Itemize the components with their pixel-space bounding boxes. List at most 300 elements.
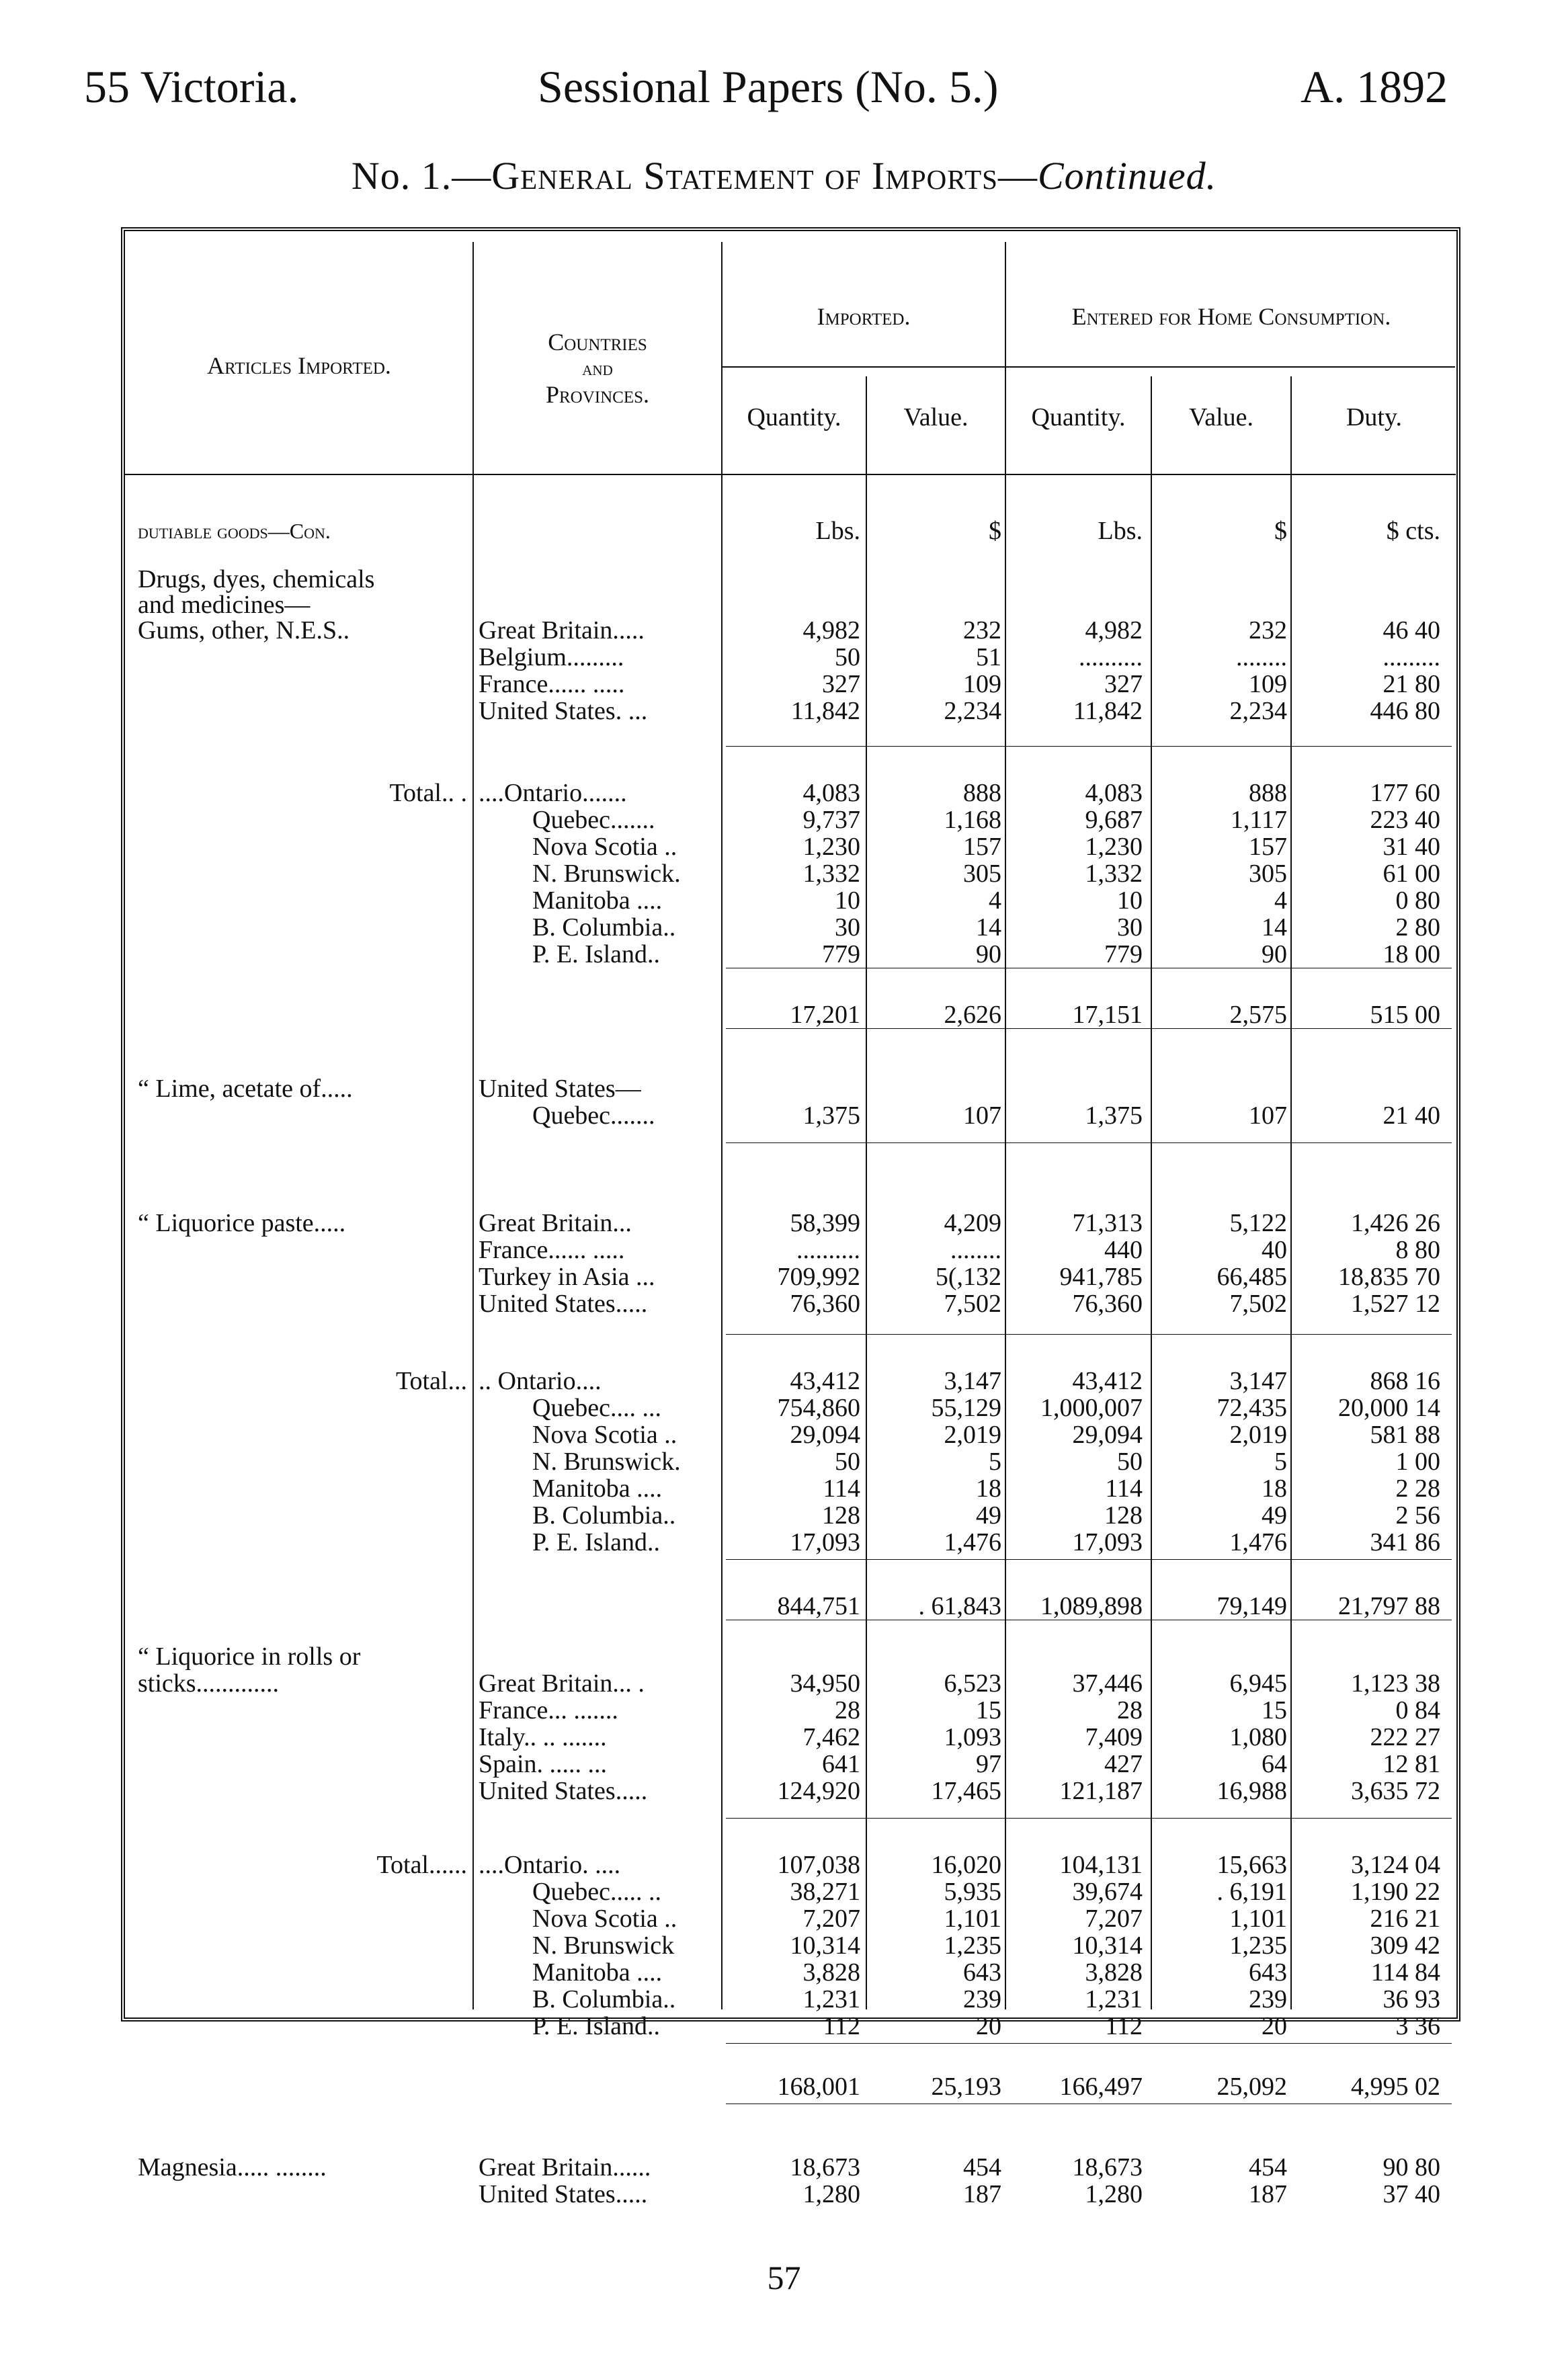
cell-du: 341 86 — [1370, 1529, 1440, 1556]
cell-du: 4,995 02 — [1351, 2073, 1440, 2100]
cell-v1: 107 — [963, 1102, 1001, 1129]
cell-du: $ cts. — [1386, 517, 1440, 544]
cell-v1: 305 — [963, 860, 1001, 887]
cell-v1: 20 — [976, 2013, 1001, 2040]
cell-v1: 1,168 — [944, 806, 1001, 833]
cell-q2: 28 — [1117, 1697, 1143, 1724]
cell-q1: 76,360 — [790, 1290, 860, 1317]
cell-du: 2 80 — [1395, 914, 1440, 941]
cell-q2: 10 — [1117, 887, 1143, 914]
cell-q1: 1,231 — [802, 1986, 860, 2013]
table-row — [0, 617, 1568, 644]
cell-v2: 66,485 — [1216, 1263, 1287, 1290]
cell-q2: 17,093 — [1072, 1529, 1143, 1556]
cell-v2: 454 — [1249, 2154, 1287, 2181]
cell-q2: 1,375 — [1085, 1102, 1143, 1129]
col-head-countries-2: and — [582, 358, 613, 380]
cell-ctry: Spain. ..... ... — [479, 1751, 608, 1778]
cell-q2: 1,231 — [1085, 1986, 1143, 2013]
cell-q2: 7,409 — [1085, 1724, 1143, 1751]
cell-ctry: United States. ... — [479, 698, 648, 724]
table-row — [0, 517, 1568, 544]
table-row — [0, 2154, 1568, 2181]
cell-q1: 128 — [822, 1502, 860, 1529]
table-row — [0, 1263, 1568, 1290]
cell-q2: 1,000,007 — [1040, 1394, 1143, 1421]
table-row — [0, 860, 1568, 887]
cell-art: sticks............. — [138, 1670, 280, 1697]
cell-v2: 49 — [1262, 1502, 1287, 1529]
cell-du: 90 80 — [1383, 2154, 1440, 2181]
cell-v2: 15,663 — [1216, 1851, 1287, 1878]
cell-q1: 1,230 — [802, 833, 860, 860]
table-row — [0, 1475, 1568, 1502]
cell-ctry: Manitoba .... — [532, 887, 663, 914]
cell-du: 0 84 — [1395, 1697, 1440, 1724]
table-row — [0, 887, 1568, 914]
cell-v2: 5,122 — [1229, 1210, 1287, 1237]
cell-q1: 779 — [822, 941, 860, 968]
cell-art: Total... — [395, 1368, 467, 1394]
cell-v1: 2,626 — [944, 1001, 1001, 1028]
cell-q2: 104,131 — [1059, 1851, 1143, 1878]
cell-q2: 11,842 — [1073, 698, 1143, 724]
cell-v1: 454 — [963, 2154, 1001, 2181]
cell-v1: 157 — [963, 833, 1001, 860]
cell-q1: 112 — [823, 2013, 860, 2040]
cell-ctry: France...... ..... — [479, 1237, 625, 1263]
row-rule — [726, 1334, 1452, 1335]
cell-du: ......... — [1383, 644, 1440, 671]
cell-q2: Lbs. — [1098, 517, 1143, 544]
cell-q2: 10,314 — [1072, 1932, 1143, 1959]
table-row — [0, 671, 1568, 698]
header-left: 55 Victoria. — [84, 61, 299, 112]
cell-q1: 4,083 — [802, 780, 860, 806]
cell-v1: 15 — [976, 1697, 1001, 1724]
cell-ctry: P. E. Island.. — [532, 1529, 660, 1556]
cell-v2: 5 — [1274, 1448, 1287, 1475]
cell-v1: 16,020 — [931, 1851, 1001, 1878]
cell-art: Drugs, dyes, chemicals — [138, 566, 375, 593]
cell-v2: 1,117 — [1230, 806, 1287, 833]
row-rule — [726, 1559, 1452, 1560]
cell-q2: 18,673 — [1072, 2154, 1143, 2181]
col-head-quantity-imported: Quantity. — [747, 403, 841, 431]
cell-ctry: .. Ontario.... — [479, 1368, 602, 1394]
cell-ctry: Nova Scotia .. — [532, 1905, 677, 1932]
col-head-imported: Imported. — [817, 303, 911, 330]
cell-ctry: Great Britain...... — [479, 2154, 651, 2181]
cell-du: 1,190 22 — [1351, 1878, 1440, 1905]
cell-art: Magnesia..... ........ — [138, 2154, 327, 2181]
cell-q1: 29,094 — [790, 1421, 860, 1448]
cell-v2: . 6,191 — [1216, 1878, 1287, 1905]
cell-du: 36 93 — [1383, 1986, 1440, 2013]
cell-ctry: B. Columbia.. — [532, 1502, 676, 1529]
table-row — [0, 806, 1568, 833]
cell-du: 21 80 — [1383, 671, 1440, 698]
cell-v2: 643 — [1249, 1959, 1287, 1986]
cell-q1: 3,828 — [802, 1959, 860, 1986]
cell-v1: ........ — [950, 1237, 1001, 1263]
cell-du: 222 27 — [1370, 1724, 1440, 1751]
cell-du: 114 84 — [1370, 1959, 1440, 1986]
cell-v2: 15 — [1262, 1697, 1287, 1724]
cell-q1: 7,207 — [802, 1905, 860, 1932]
cell-q2: 3,828 — [1085, 1959, 1143, 1986]
row-rule — [726, 746, 1452, 747]
col-head-value-entered: Value. — [1188, 403, 1254, 431]
cell-du: 21 40 — [1383, 1102, 1440, 1129]
cell-q2: 37,446 — [1072, 1670, 1143, 1697]
cell-v1: 7,502 — [944, 1290, 1001, 1317]
cell-q1: 17,201 — [790, 1001, 860, 1028]
cell-v1: 55,129 — [931, 1394, 1001, 1421]
cell-art: “ Lime, acetate of..... — [138, 1075, 353, 1102]
cell-v2: 2,575 — [1229, 1001, 1287, 1028]
table-row — [0, 914, 1568, 941]
cell-v2: 4 — [1274, 887, 1287, 914]
row-rule — [726, 1028, 1452, 1029]
cell-du: 581 88 — [1370, 1421, 1440, 1448]
cell-q1: 168,001 — [777, 2073, 860, 2100]
col-head-articles: Articles Imported. — [207, 352, 391, 379]
row-rule — [726, 1142, 1452, 1143]
cell-q2: 4,083 — [1085, 780, 1143, 806]
cell-v1: 1,101 — [944, 1905, 1001, 1932]
cell-du: 309 42 — [1370, 1932, 1440, 1959]
cell-v1: 4 — [989, 887, 1001, 914]
cell-du: 2 56 — [1395, 1502, 1440, 1529]
table-row — [0, 566, 1568, 593]
cell-q2: 327 — [1104, 671, 1143, 698]
cell-du: 1,123 38 — [1351, 1670, 1440, 1697]
cell-art: Total.. . — [389, 780, 467, 806]
table-row — [0, 833, 1568, 860]
cell-art: “ Liquorice in rolls or — [138, 1643, 361, 1670]
cell-v2: 72,435 — [1216, 1394, 1287, 1421]
cell-q2: 166,497 — [1059, 2073, 1143, 2100]
cell-du: 177 60 — [1370, 780, 1440, 806]
table-row — [0, 1502, 1568, 1529]
table-row — [0, 698, 1568, 724]
cell-ctry: United States— — [479, 1075, 641, 1102]
col-head-countries-1: Countries — [548, 329, 647, 356]
cell-ctry: United States..... — [479, 1778, 648, 1804]
cell-du: 1 00 — [1395, 1448, 1440, 1475]
table-row — [0, 2181, 1568, 2208]
table-row — [0, 2013, 1568, 2040]
group-rule — [723, 366, 1455, 368]
cell-du: 2 28 — [1395, 1475, 1440, 1502]
table-row — [0, 1986, 1568, 2013]
cell-q1: 124,920 — [777, 1778, 860, 1804]
cell-v2: 3,147 — [1229, 1368, 1287, 1394]
cell-v2: 1,476 — [1229, 1529, 1287, 1556]
cell-du: 446 80 — [1370, 698, 1440, 724]
table-row — [0, 1643, 1568, 1670]
cell-ctry: France...... ..... — [479, 671, 625, 698]
cell-du: 21,797 88 — [1338, 1593, 1440, 1620]
cell-q1: 641 — [822, 1751, 860, 1778]
col-head-value-imported: Value. — [903, 403, 968, 431]
cell-du: 31 40 — [1383, 833, 1440, 860]
cell-q1: 1,375 — [802, 1102, 860, 1129]
cell-v2: 2,234 — [1229, 698, 1287, 724]
cell-q1: 7,462 — [802, 1724, 860, 1751]
cell-q1: 50 — [835, 1448, 860, 1475]
cell-q2: 779 — [1104, 941, 1143, 968]
cell-v2: 2,019 — [1229, 1421, 1287, 1448]
cell-q1: 58,399 — [790, 1210, 860, 1237]
cell-v1: 187 — [963, 2181, 1001, 2208]
table-row — [0, 1932, 1568, 1959]
cell-v2: 1,101 — [1229, 1905, 1287, 1932]
cell-v2: 109 — [1249, 671, 1287, 698]
cell-v1: 90 — [976, 941, 1001, 968]
cell-q2: 114 — [1105, 1475, 1143, 1502]
cell-v1: 2,019 — [944, 1421, 1001, 1448]
col-head-duty: Duty. — [1346, 403, 1403, 431]
cell-v2: 107 — [1249, 1102, 1287, 1129]
table-row — [0, 1290, 1568, 1317]
cell-v2: 232 — [1249, 617, 1287, 644]
cell-v2: 157 — [1249, 833, 1287, 860]
cell-q1: 17,093 — [790, 1529, 860, 1556]
cell-du: 3,635 72 — [1351, 1778, 1440, 1804]
cell-v2: 1,080 — [1229, 1724, 1287, 1751]
cell-q2: 128 — [1104, 1502, 1143, 1529]
cell-ctry: France... ....... — [479, 1697, 618, 1724]
cell-du: 3,124 04 — [1351, 1851, 1440, 1878]
cell-q1: 11,842 — [790, 698, 860, 724]
cell-q1: Lbs. — [815, 517, 860, 544]
cell-v1: 2,234 — [944, 698, 1001, 724]
table-row — [0, 780, 1568, 806]
cell-ctry: Great Britain... — [479, 1210, 632, 1237]
cell-ctry: Manitoba .... — [532, 1959, 663, 1986]
cell-v1: 239 — [963, 1986, 1001, 2013]
cell-du: 216 21 — [1370, 1905, 1440, 1932]
cell-q1: 4,982 — [802, 617, 860, 644]
table-row — [0, 1593, 1568, 1620]
cell-q1: 327 — [822, 671, 860, 698]
table-row — [0, 1102, 1568, 1129]
cell-ctry: B. Columbia.. — [532, 914, 676, 941]
cell-v2: 187 — [1249, 2181, 1287, 2208]
cell-ctry: P. E. Island.. — [532, 941, 660, 968]
cell-q2: 121,187 — [1059, 1778, 1143, 1804]
table-row — [0, 591, 1568, 618]
table-row — [0, 1237, 1568, 1263]
col-head-entered: Entered for Home Consumption. — [1071, 303, 1391, 330]
cell-q2: 50 — [1117, 1448, 1143, 1475]
cell-q1: 9,737 — [802, 806, 860, 833]
cell-q2: 9,687 — [1085, 806, 1143, 833]
cell-q2: 1,089,898 — [1040, 1593, 1143, 1620]
cell-q1: .......... — [796, 1237, 860, 1263]
cell-art: Total...... — [376, 1851, 467, 1878]
cell-v2: 6,945 — [1229, 1670, 1287, 1697]
table-row — [0, 1778, 1568, 1804]
cell-v2: 239 — [1249, 1986, 1287, 2013]
cell-ctry: Belgium......... — [479, 644, 624, 671]
cell-v2: 1,235 — [1229, 1932, 1287, 1959]
cell-q1: 107,038 — [777, 1851, 860, 1878]
table-row — [0, 1959, 1568, 1986]
cell-q1: 18,673 — [790, 2154, 860, 2181]
cell-ctry: Quebec..... .. — [532, 1878, 662, 1905]
cell-v2: 79,149 — [1216, 1593, 1287, 1620]
cell-q2: 43,412 — [1072, 1368, 1143, 1394]
cell-v2: 25,092 — [1216, 2073, 1287, 2100]
cell-du: 1,426 26 — [1351, 1210, 1440, 1237]
cell-v2: 90 — [1262, 941, 1287, 968]
cell-v1: 17,465 — [931, 1778, 1001, 1804]
page-number: 57 — [767, 2259, 801, 2296]
cell-q1: 28 — [835, 1697, 860, 1724]
table-row — [0, 2073, 1568, 2100]
cell-du: 868 16 — [1370, 1368, 1440, 1394]
cell-ctry: Nova Scotia .. — [532, 833, 677, 860]
cell-v1: 25,193 — [931, 2073, 1001, 2100]
header-right: A. 1892 — [1301, 61, 1448, 112]
cell-v1: 1,235 — [944, 1932, 1001, 1959]
cell-ctry: N. Brunswick. — [532, 1448, 681, 1475]
cell-ctry: B. Columbia.. — [532, 1986, 676, 2013]
cell-ctry: ....Ontario. .... — [479, 1851, 621, 1878]
cell-du: 61 00 — [1383, 860, 1440, 887]
cell-art: “ Liquorice paste..... — [138, 1210, 346, 1237]
cell-v1: 109 — [963, 671, 1001, 698]
cell-v1: 14 — [976, 914, 1001, 941]
cell-ctry: N. Brunswick — [532, 1932, 675, 1959]
cell-ctry: Turkey in Asia ... — [479, 1263, 655, 1290]
table-row — [0, 1724, 1568, 1751]
table-row — [0, 644, 1568, 671]
cell-ctry: Nova Scotia .. — [532, 1421, 677, 1448]
cell-q1: 50 — [835, 644, 860, 671]
cell-q1: 38,271 — [790, 1878, 860, 1905]
cell-v1: . 61,843 — [918, 1593, 1001, 1620]
cell-ctry: Manitoba .... — [532, 1475, 663, 1502]
table-row — [0, 1529, 1568, 1556]
cell-q2: 29,094 — [1072, 1421, 1143, 1448]
cell-q1: 114 — [823, 1475, 860, 1502]
cell-v1: 3,147 — [944, 1368, 1001, 1394]
cell-v1: 51 — [976, 644, 1001, 671]
cell-du: 12 81 — [1383, 1751, 1440, 1778]
cell-q2: 4,982 — [1085, 617, 1143, 644]
table-row — [0, 1697, 1568, 1724]
cell-v1: 6,523 — [944, 1670, 1001, 1697]
cell-ctry: Quebec....... — [532, 806, 655, 833]
cell-v1: 4,209 — [944, 1210, 1001, 1237]
cell-ctry: Quebec....... — [532, 1102, 655, 1129]
col-head-countries-3: Provinces. — [545, 381, 650, 408]
cell-v2: 16,988 — [1216, 1778, 1287, 1804]
cell-v1: $ — [989, 517, 1001, 544]
table-row — [0, 1210, 1568, 1237]
cell-v1: 232 — [963, 617, 1001, 644]
cell-q2: 427 — [1104, 1751, 1143, 1778]
cell-v2: 64 — [1262, 1751, 1287, 1778]
cell-ctry: Italy.. .. ....... — [479, 1724, 607, 1751]
cell-v1: 5(,132 — [935, 1263, 1001, 1290]
cell-ctry: ....Ontario....... — [479, 780, 627, 806]
cell-q1: 10 — [835, 887, 860, 914]
cell-q2: 7,207 — [1085, 1905, 1143, 1932]
cell-du: 20,000 14 — [1338, 1394, 1440, 1421]
cell-q1: 1,332 — [802, 860, 860, 887]
cell-art: Gums, other, N.E.S.. — [138, 617, 350, 644]
cell-du: 37 40 — [1383, 2181, 1440, 2208]
row-rule — [726, 1818, 1452, 1819]
cell-q1: 1,280 — [802, 2181, 860, 2208]
header-center: Sessional Papers (No. 5.) — [538, 61, 999, 112]
cell-v1: 5,935 — [944, 1878, 1001, 1905]
cell-v2: ........ — [1236, 644, 1287, 671]
cell-q2: .......... — [1079, 644, 1143, 671]
cell-v2: 18 — [1262, 1475, 1287, 1502]
header-rule — [125, 474, 1456, 475]
page-subtitle: No. 1.—General Statement of Imports—Continued. — [351, 154, 1217, 198]
cell-q1: 844,751 — [777, 1593, 860, 1620]
table-row — [0, 941, 1568, 968]
row-rule — [726, 2043, 1452, 2044]
cell-q1: 709,992 — [777, 1263, 860, 1290]
cell-q1: 30 — [835, 914, 860, 941]
cell-ctry: United States..... — [479, 1290, 648, 1317]
cell-ctry: United States..... — [479, 2181, 648, 2208]
cell-du: 515 00 — [1370, 1001, 1440, 1028]
cell-ctry: N. Brunswick. — [532, 860, 681, 887]
cell-q2: 76,360 — [1072, 1290, 1143, 1317]
cell-du: 8 80 — [1395, 1237, 1440, 1263]
table-row — [0, 1368, 1568, 1394]
cell-ctry: Quebec.... ... — [532, 1394, 662, 1421]
cell-v2: 14 — [1262, 914, 1287, 941]
table-row — [0, 1394, 1568, 1421]
cell-v1: 97 — [976, 1751, 1001, 1778]
cell-du: 223 40 — [1370, 806, 1440, 833]
cell-q2: 17,151 — [1072, 1001, 1143, 1028]
cell-q1: 34,950 — [790, 1670, 860, 1697]
cell-q1: 10,314 — [790, 1932, 860, 1959]
cell-q2: 112 — [1105, 2013, 1143, 2040]
cell-v2: 888 — [1249, 780, 1287, 806]
cell-v2: 20 — [1262, 2013, 1287, 2040]
cell-du: 1,527 12 — [1351, 1290, 1440, 1317]
cell-ctry: Great Britain..... — [479, 617, 645, 644]
table-row — [0, 1905, 1568, 1932]
table-row — [0, 1448, 1568, 1475]
cell-v2: 305 — [1249, 860, 1287, 887]
cell-q1: 43,412 — [790, 1368, 860, 1394]
cell-v1: 18 — [976, 1475, 1001, 1502]
cell-q2: 39,674 — [1072, 1878, 1143, 1905]
table-row — [0, 1851, 1568, 1878]
cell-v1: 49 — [976, 1502, 1001, 1529]
cell-v1: 1,476 — [944, 1529, 1001, 1556]
cell-v2: 40 — [1262, 1237, 1287, 1263]
cell-v1: 888 — [963, 780, 1001, 806]
cell-q2: 941,785 — [1059, 1263, 1143, 1290]
cell-v1: 643 — [963, 1959, 1001, 1986]
cell-du: 3 36 — [1395, 2013, 1440, 2040]
table-row — [0, 1421, 1568, 1448]
